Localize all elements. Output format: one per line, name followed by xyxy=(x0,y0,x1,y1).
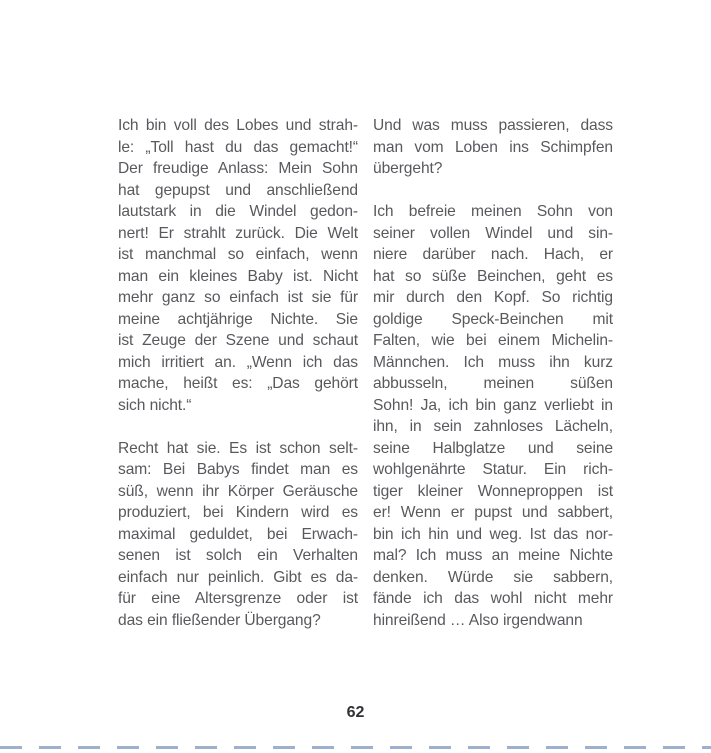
text-line: für eine Altersgrenze oder ist xyxy=(118,590,358,607)
text-line: mache, heißt es: „Das gehört xyxy=(118,375,358,392)
paragraph xyxy=(118,438,358,632)
text-line: einfach nur peinlich. Gibt es da- xyxy=(118,568,358,586)
text-line: seiner vollen Windel und sin- xyxy=(373,224,613,242)
text-line: hinreißend … Also irgendwann xyxy=(373,611,583,629)
paragraph xyxy=(118,115,358,416)
text-columns xyxy=(118,115,614,631)
text-line: man ein kleines Baby ist. Nicht xyxy=(118,267,358,285)
text-line: denken. Würde sie sabbern, xyxy=(373,568,613,586)
text-line: fände ich das wohl nicht mehr xyxy=(373,590,613,607)
text-line: mich irritiert an. „Wenn ich das xyxy=(118,353,358,371)
text-line: übergeht? xyxy=(373,160,443,177)
text-line: das ein fließender Übergang? xyxy=(118,611,321,629)
text-line: sam: Bei Babys findet man es xyxy=(118,461,358,478)
text-line: ist Zeuge der Szene und schaut xyxy=(118,332,358,349)
text-line: mal? Ich muss an meine Nichte xyxy=(373,547,613,564)
text-line: bin ich hin und weg. Ist das nor- xyxy=(373,525,613,543)
text-column-right xyxy=(373,115,613,631)
text-line: sich nicht.“ xyxy=(118,396,192,414)
text-line: ist manchmal so einfach, wenn xyxy=(118,246,358,263)
bottom-dashed-divider xyxy=(0,746,711,749)
page-number: 62 xyxy=(346,704,365,721)
text-line: maximal geduldet, bei Erwach- xyxy=(118,525,358,543)
text-line: Falten, wie bei einem Michelin- xyxy=(373,332,613,349)
text-line: produziert, bei Kindern wird es xyxy=(118,504,358,521)
text-line: niere darüber nach. Hach, er xyxy=(373,246,613,263)
text-line: hat gepupst und anschließend xyxy=(118,181,358,199)
text-line: senen ist solch ein Verhalten xyxy=(118,547,358,564)
text-column-left xyxy=(118,115,358,631)
text-line: wohlgenährte Statur. Ein rich- xyxy=(373,461,613,478)
text-line: man vom Loben ins Schimpfen xyxy=(373,138,613,156)
text-line: Ich bin voll des Lobes und strah- xyxy=(118,117,358,134)
text-line: mehr ganz so einfach ist sie für xyxy=(118,289,358,306)
text-line: le: „Toll hast du das gemacht!“ xyxy=(118,138,358,156)
text-line: seine Halbglatze und seine xyxy=(373,439,613,457)
text-line: ihn, in sein zahnloses Lächeln, xyxy=(373,418,613,435)
text-line: mir durch den Kopf. So richtig xyxy=(373,289,613,306)
text-line: Sohn! Ja, ich bin ganz verliebt in xyxy=(373,396,613,414)
text-line: nert! Er strahlt zurück. Die Welt xyxy=(118,224,358,242)
text-line: Männchen. Ich muss ihn kurz xyxy=(373,353,613,371)
text-line: hat so süße Beinchen, geht es xyxy=(373,267,613,285)
text-line: lautstark in die Windel gedon- xyxy=(118,203,358,220)
text-line: Und was muss passieren, dass xyxy=(373,117,613,134)
text-line: tiger kleiner Wonneproppen ist xyxy=(373,482,613,500)
text-line: Recht hat sie. Es ist schon selt- xyxy=(118,439,358,457)
paragraph xyxy=(373,201,613,631)
text-line: goldige Speck-Beinchen mit xyxy=(373,310,613,328)
text-line: abbusseln, meinen süßen xyxy=(373,375,613,392)
text-line: Ich befreie meinen Sohn von xyxy=(373,203,613,220)
text-line: süß, wenn ihr Körper Geräusche xyxy=(118,482,358,500)
paragraph xyxy=(373,115,613,180)
text-line: meine achtjährige Nichte. Sie xyxy=(118,310,358,328)
text-line: er! Wenn er pupst und sabbert, xyxy=(373,504,613,521)
text-line: Der freudige Anlass: Mein Sohn xyxy=(118,160,358,177)
